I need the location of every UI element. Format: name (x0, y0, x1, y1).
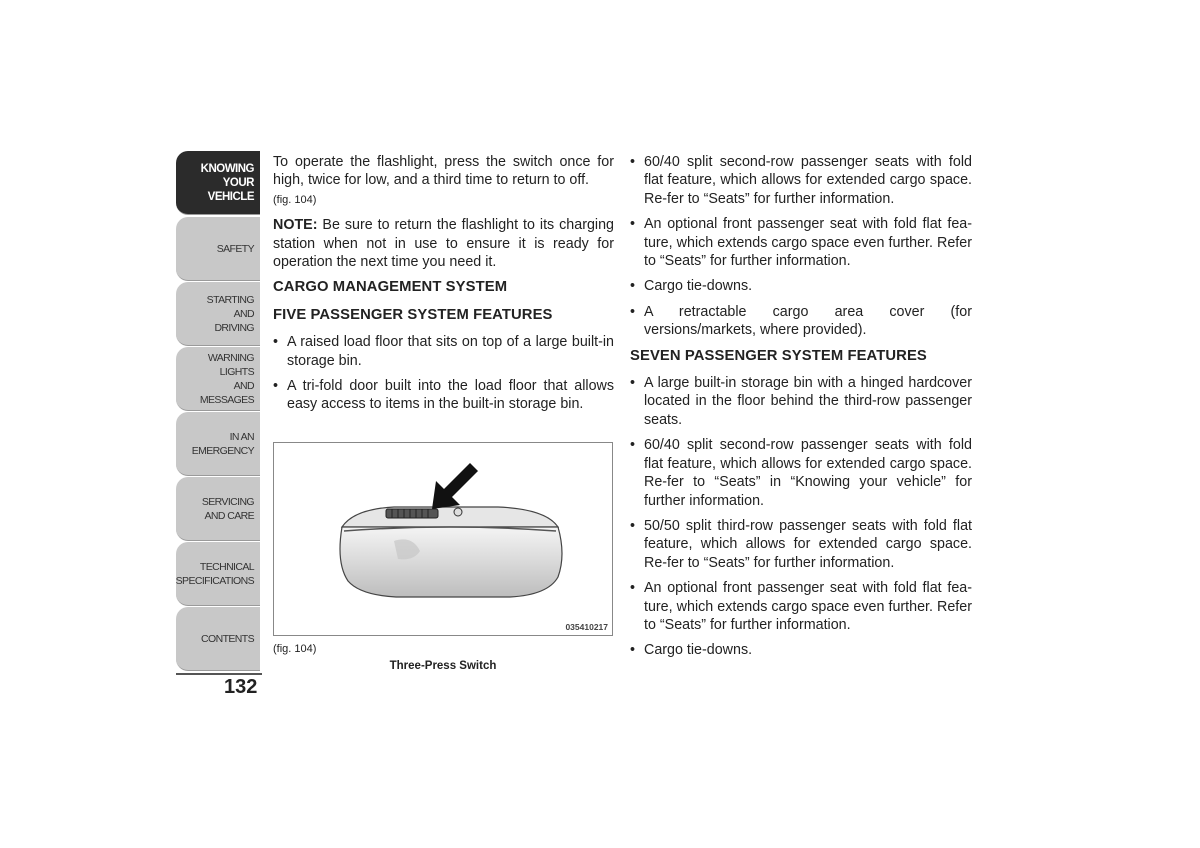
note-paragraph (273, 216, 614, 271)
figure-frame (273, 442, 613, 636)
tab-servicing-and-care[interactable]: SERVICING AND CARE (176, 477, 260, 541)
tab-contents[interactable]: CONTENTS (176, 607, 260, 671)
list-item: • 60/40 split second-row passenger seats with fold flat feature, which allows for extended cargo space. Re-fer to “Seats” for further information. (630, 154, 972, 207)
figure-reference: (fig. 104) (273, 193, 317, 206)
tab-warning-lights[interactable]: WARNING LIGHTS AND MESSAGES (176, 347, 260, 411)
heading-five-passenger: FIVE PASSENGER SYSTEM FEATURES (273, 306, 553, 323)
list-item: • Cargo tie-downs. (630, 642, 753, 659)
list-item: • 50/50 split third-row passenger seats with fold flat feature, which allows for extended cargo space. Re-fer to “Seats” for further information. (630, 517, 972, 571)
list-item: • A raised load floor that sits on top of a large built-in storage bin. (273, 334, 614, 369)
list-item: • A large built-in storage bin with a hinged hardcover located in the floor behind the third-row passenger seats. (630, 375, 972, 428)
five-passenger-list (273, 333, 614, 414)
tab-starting-and-driving[interactable]: STARTING AND DRIVING (176, 282, 260, 346)
list-item: • 60/40 split second-row passenger seats with fold flat feature, which allows for extended cargo space. Re-fer to “Seats” in “Knowing your vehicle” for further information. (630, 437, 972, 509)
left-column (273, 153, 614, 421)
list-item: • An optional front passenger seat with fold flat fea-ture, which extends cargo space even further. Refer to “Seats” for further information. (630, 216, 972, 270)
tab-safety[interactable]: SAFETY (176, 217, 260, 281)
flashlight-switch-illustration (274, 443, 612, 635)
sidebar-divider (176, 673, 262, 675)
tab-technical-specifications[interactable]: TECHNICAL SPECIFICATIONS (176, 542, 260, 606)
tab-knowing-your-vehicle[interactable]: KNOWING YOUR VEHICLE (176, 151, 260, 215)
intro-paragraph: To operate the flashlight, press the switch once for high, twice for low, and a third time to return to off. (fig. 104) (273, 154, 614, 206)
right-column (630, 153, 972, 667)
figure-caption: Three-Press Switch (389, 660, 497, 672)
page-number: 132 (224, 676, 258, 698)
note-text: Be sure to return the flashlight to its charging station when not in use to ensure it is ready for operation the next time you need it. (273, 217, 614, 271)
seven-passenger-list (630, 374, 972, 660)
heading-seven-passenger: SEVEN PASSENGER SYSTEM FEATURES (630, 347, 927, 364)
figure-code: 035410217 (565, 622, 608, 632)
five-passenger-list-continued (630, 153, 972, 340)
list-item: • Cargo tie-downs. (630, 278, 753, 295)
tab-in-an-emergency[interactable]: IN AN EMERGENCY (176, 412, 260, 476)
heading-cargo-management: CARGO MANAGEMENT SYSTEM (273, 279, 508, 296)
switch-grip (386, 509, 438, 518)
list-item: • An optional front passenger seat with fold flat fea-ture, which extends cargo space even further. Refer to “Seats” for further information. (630, 580, 972, 633)
note-label: NOTE: (273, 217, 318, 234)
list-item: • A tri-fold door built into the load floor that allows easy access to items in the built-in storage bin. (273, 378, 614, 413)
list-item: • A retractable cargo area cover (for versions/markets, where provided). (630, 303, 972, 339)
figure-caption-reference: (fig. 104) (273, 643, 317, 655)
